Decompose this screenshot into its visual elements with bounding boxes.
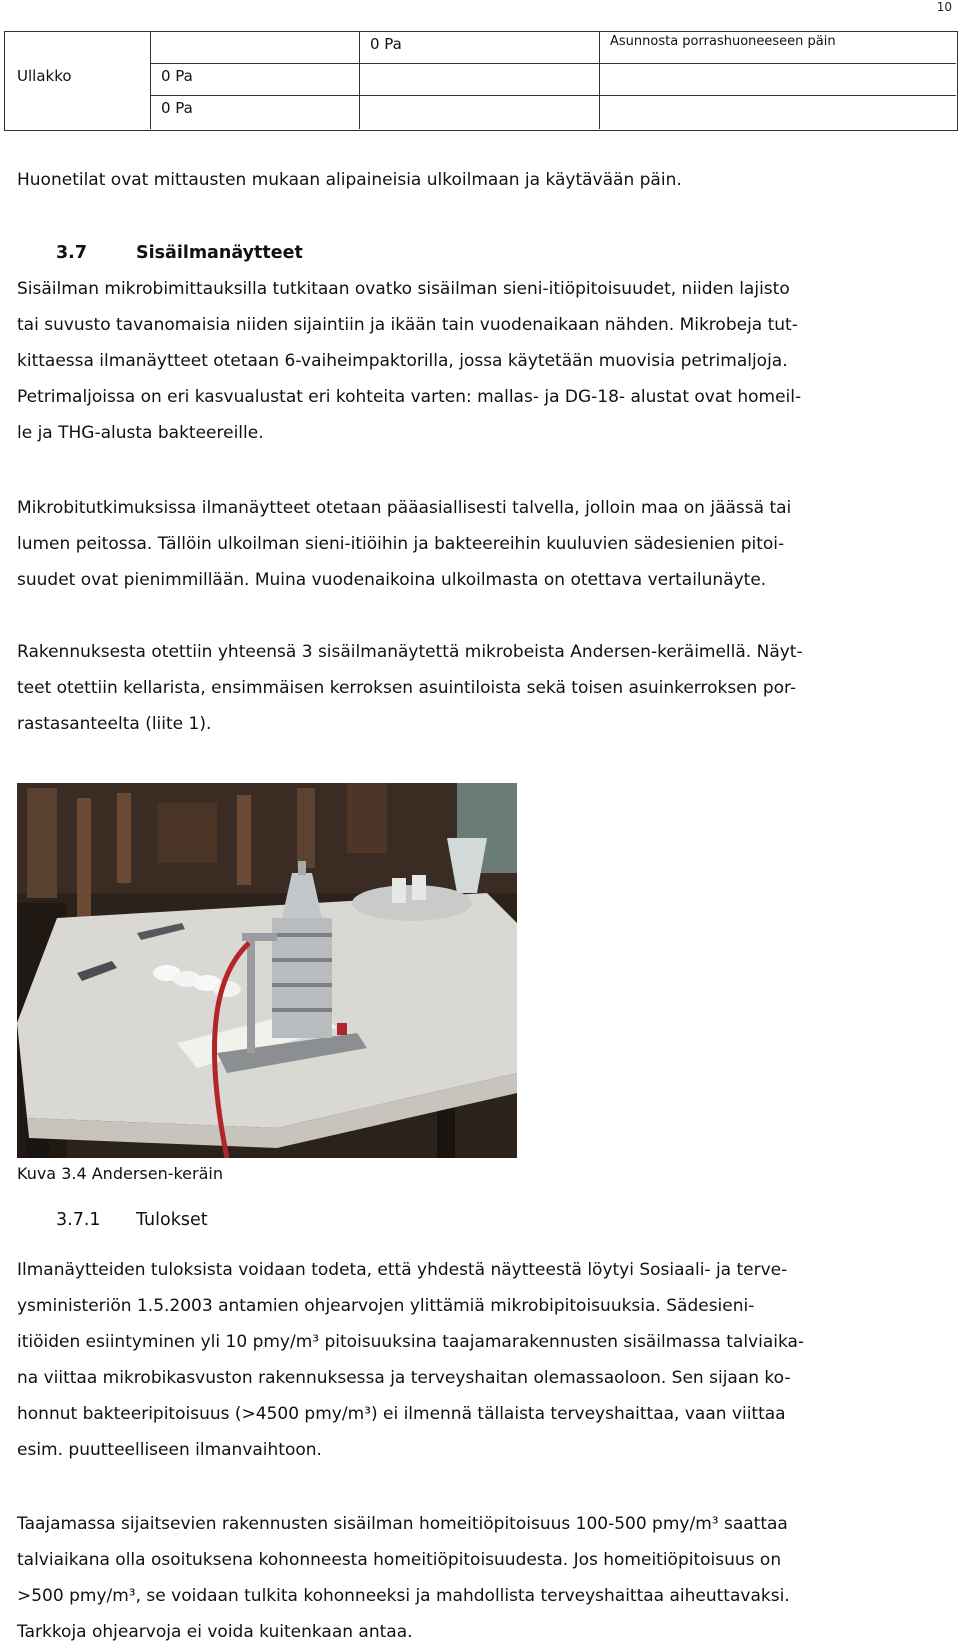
- text-line: itiöiden esiintyminen yli 10 pmy/m³ pitoisuuksina taajamarakennusten sisäilmassa talviaika-: [17, 1332, 805, 1352]
- paragraph-3: [17, 634, 947, 742]
- text-line: talviaikana olla osoituksena kohonneesta homeitiöpitoisuudesta. Jos homeitiöpitoisuus on: [17, 1550, 782, 1570]
- intro-paragraph: Huonetilat ovat mittausten mukaan alipaineisia ulkoilmaan ja käytävään päin.: [17, 170, 682, 190]
- subsection-title: Tulokset: [136, 1210, 208, 1230]
- table-cell: 0 Pa: [370, 35, 402, 53]
- text-line: teet otettiin kellarista, ensimmäisen kerroksen asuintiloista sekä toisen asuinkerroksen por-: [17, 678, 797, 698]
- text-line: le ja THG-alusta bakteereille.: [17, 423, 264, 443]
- paragraph-2: [17, 490, 947, 598]
- text-line: tai suvusto tavanomaisia niiden sijaintiin ja ikään tain vuodenaikaan nähden. Mikrobeja tut-: [17, 315, 798, 335]
- table-row-label: Ullakko: [17, 67, 72, 85]
- text-line: Mikrobitutkimuksissa ilmanäytteet otetaan pääasiallisesti talvella, jolloin maa on jäässä tai: [17, 498, 792, 518]
- paragraph-1: [17, 271, 947, 451]
- text-line: Rakennuksesta otettiin yhteensä 3 sisäilmanäytettä mikrobeista Andersen-keräimellä. Näyt-: [17, 642, 803, 662]
- section-number: 3.7: [56, 243, 88, 263]
- pressure-table: [4, 31, 958, 131]
- text-line: Taajamassa sijaitsevien rakennusten sisäilman homeitiöpitoisuus 100-500 pmy/m³ saattaa: [17, 1514, 788, 1534]
- andersen-sampler-photo: [17, 783, 517, 1158]
- figure-caption: Kuva 3.4 Andersen-keräin: [17, 1164, 223, 1183]
- text-line: rastasanteelta (liite 1).: [17, 714, 212, 734]
- page-number: 10: [936, 0, 952, 14]
- text-line: honnut bakteeripitoisuus (>4500 pmy/m³) ei ilmennä tällaista terveyshaittaa, vaan viittaa: [17, 1404, 786, 1424]
- text-line: Tarkkoja ohjearvoja ei voida kuitenkaan antaa.: [17, 1622, 413, 1642]
- text-line: >500 pmy/m³, se voidaan tulkita kohonneeksi ja mahdollista terveyshaittaa aiheuttavaksi.: [17, 1586, 790, 1606]
- text-line: ysministeriön 1.5.2003 antamien ohjearvojen ylittämiä mikrobipitoisuuksia. Sädesieni-: [17, 1296, 755, 1316]
- paragraph-4: [17, 1252, 947, 1468]
- section-title: Sisäilmanäytteet: [136, 243, 303, 263]
- subsection-number: 3.7.1: [56, 1210, 101, 1230]
- text-line: suudet ovat pienimmillään. Muina vuodenaikoina ulkoilmasta on otettava vertailunäyte.: [17, 570, 767, 590]
- text-line: na viittaa mikrobikasvuston rakennuksessa ja terveyshaitan olemassaoloon. Sen sijaan ko-: [17, 1368, 791, 1388]
- text-line: Ilmanäytteiden tuloksista voidaan todeta, että yhdestä näytteestä löytyi Sosiaali- ja terve-: [17, 1260, 788, 1280]
- paragraph-5: [17, 1506, 947, 1650]
- table-cell: Asunnosta porrashuoneeseen päin: [610, 34, 836, 49]
- text-line: Sisäilman mikrobimittauksilla tutkitaan ovatko sisäilman sieni-itiöpitoisuudet, niiden lajisto: [17, 279, 790, 299]
- table-cell: 0 Pa: [161, 67, 193, 85]
- text-line: kittaessa ilmanäytteet otetaan 6-vaiheimpaktorilla, jossa käytetään muovisia petrimaljoja.: [17, 351, 788, 371]
- table-cell: 0 Pa: [161, 99, 193, 117]
- text-line: esim. puutteelliseen ilmanvaihtoon.: [17, 1440, 322, 1460]
- text-line: lumen peitossa. Tällöin ulkoilman sieni-itiöihin ja bakteereihin kuuluvien sädesienien pitoi-: [17, 534, 785, 554]
- text-line: Petrimaljoissa on eri kasvualustat eri kohteita varten: mallas- ja DG-18- alustat ovat homeil-: [17, 387, 802, 407]
